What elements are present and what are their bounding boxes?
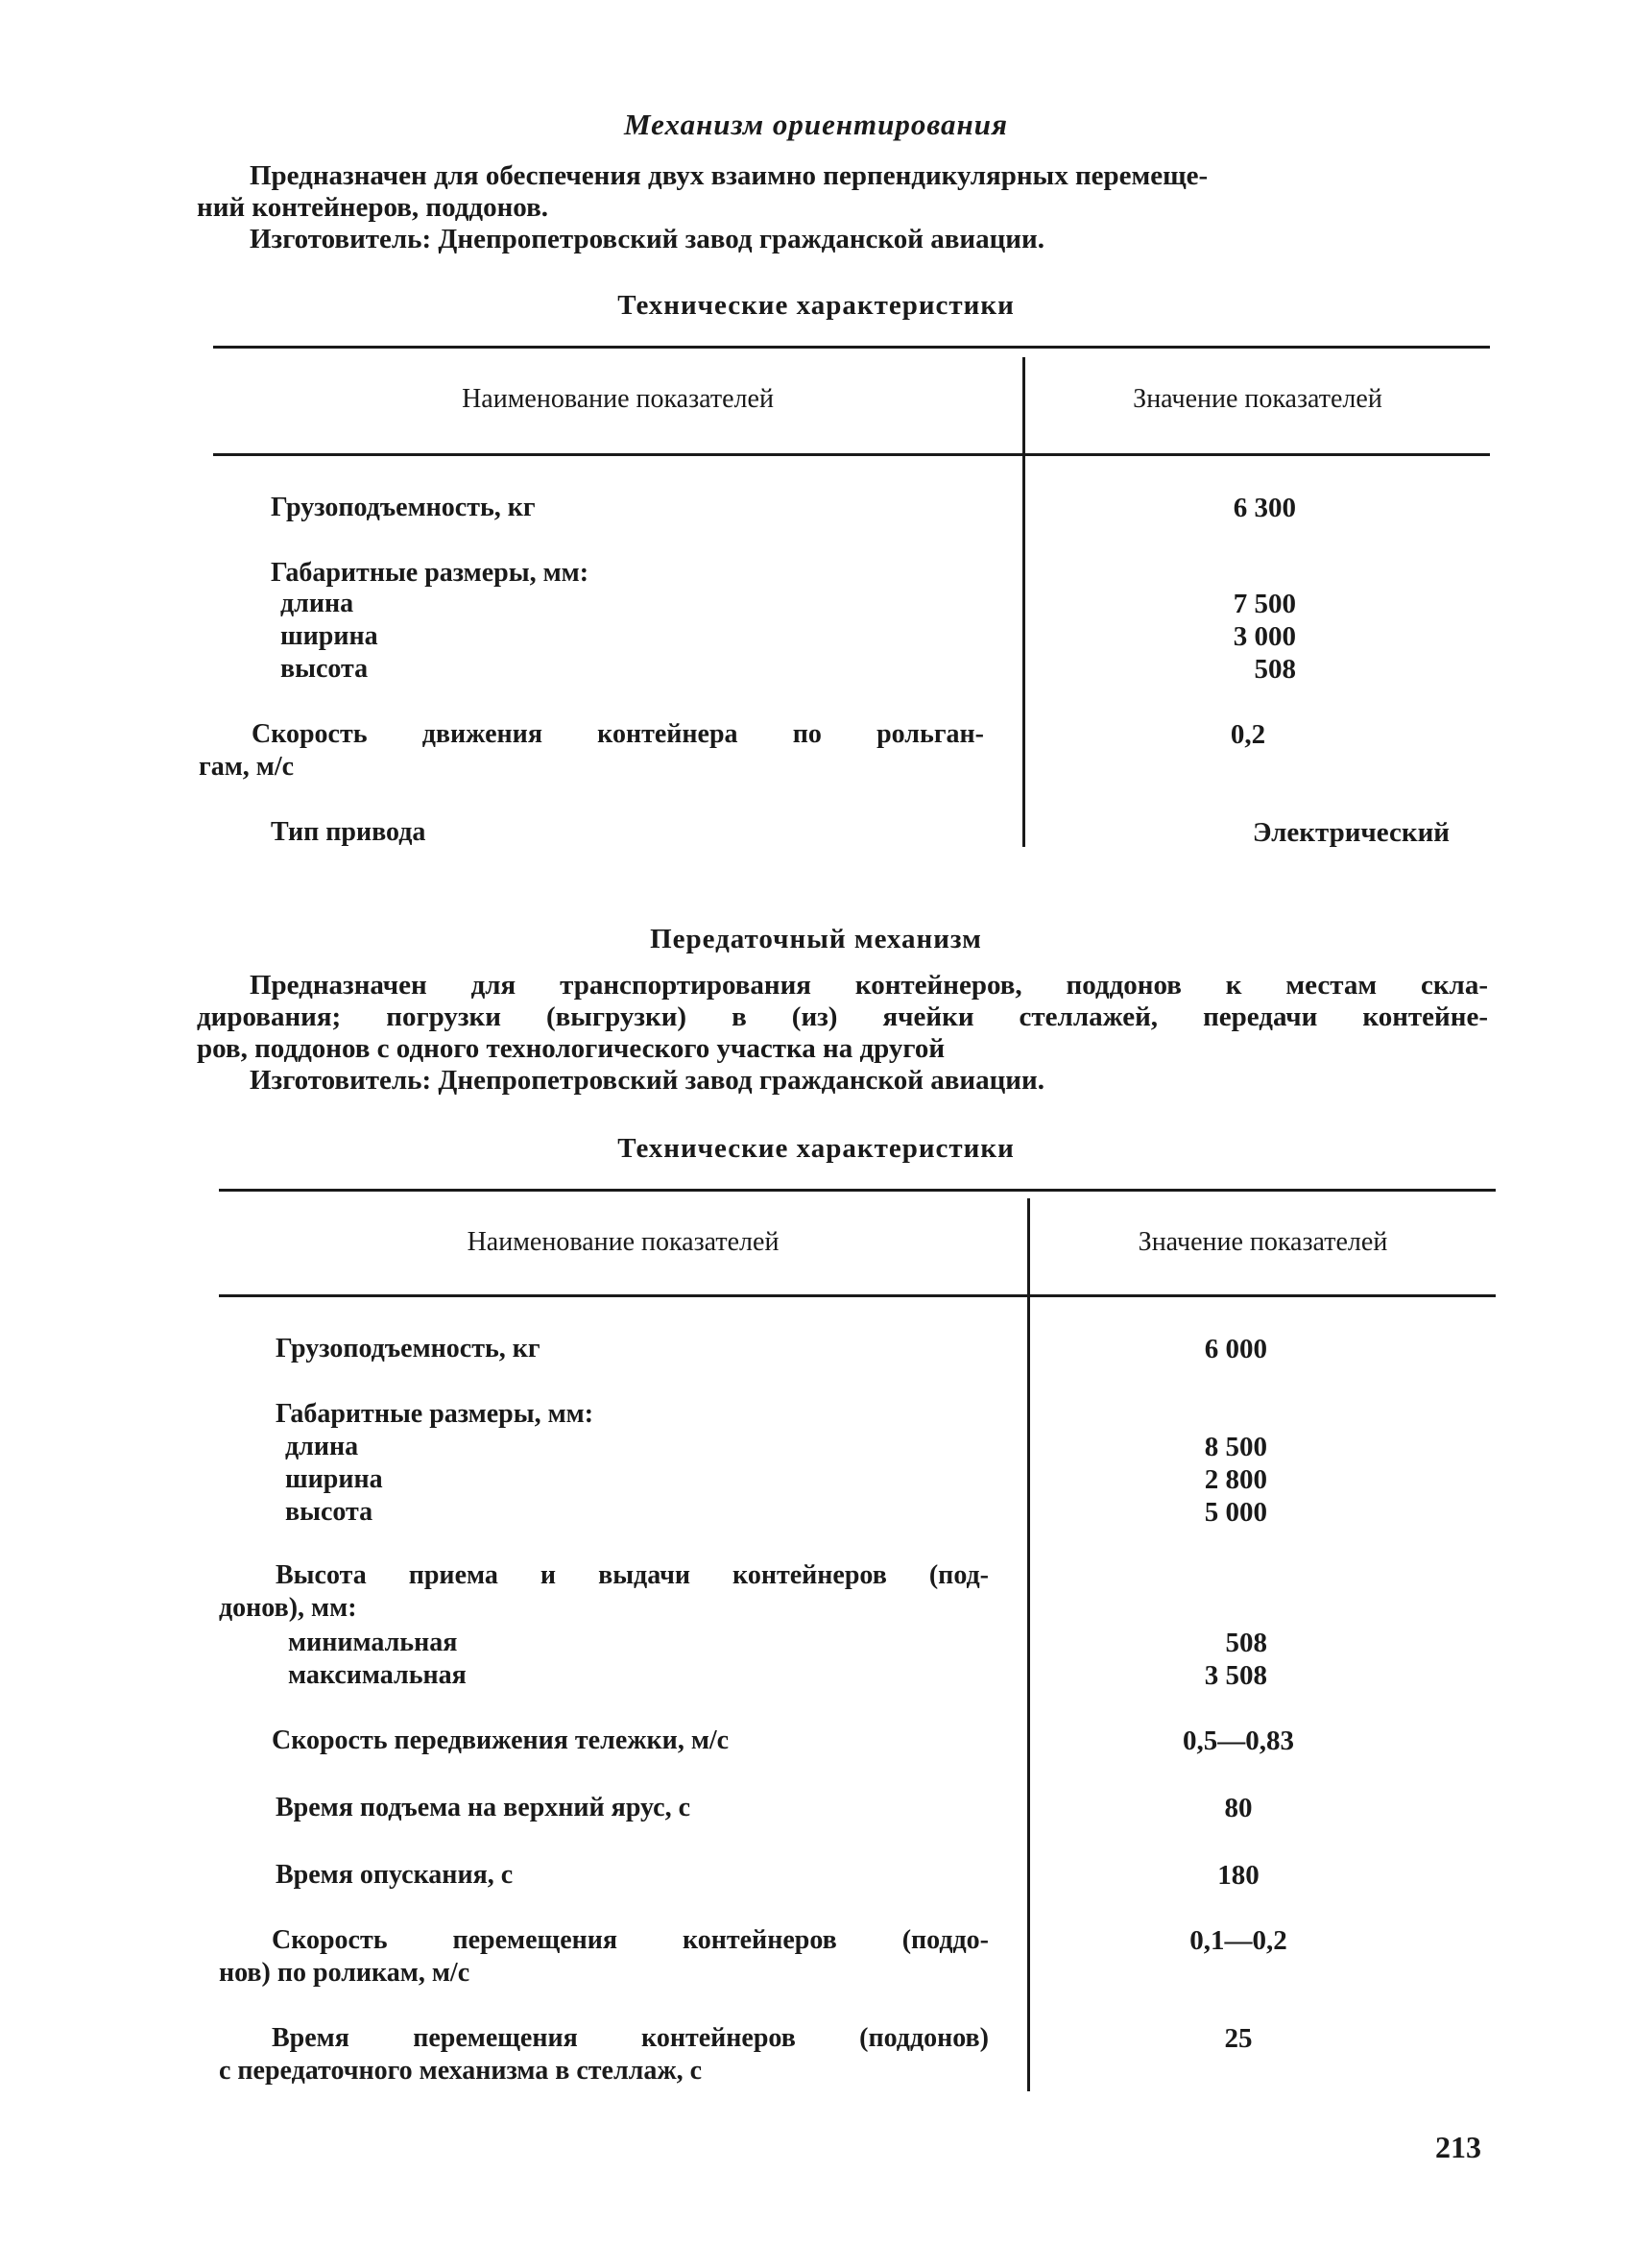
section1-manufacturer: Изготовитель: Днепропетровский завод гражданской авиации. bbox=[250, 224, 1044, 254]
table1-col-value-header: Значение показателей bbox=[1133, 384, 1382, 414]
table2-min-value: 508 bbox=[1225, 1628, 1267, 1658]
table2-move-time-value: 25 bbox=[1224, 2023, 1253, 2054]
table2-capacity-label: Грузоподъемность, кг bbox=[276, 1334, 540, 1363]
table1-header-rule bbox=[213, 453, 1490, 456]
table2-width-value: 2 800 bbox=[1204, 1464, 1267, 1495]
table2-capacity-value: 6 000 bbox=[1204, 1334, 1267, 1364]
table1-top-rule bbox=[213, 346, 1490, 349]
table2-raise-time-label: Время подъема на верхний ярус, с bbox=[276, 1793, 691, 1822]
section1-title: Механизм ориентирования bbox=[624, 108, 1008, 141]
table2-length-label: длина bbox=[285, 1432, 359, 1461]
table2-header-rule bbox=[219, 1294, 1496, 1297]
table2-col-value-header: Значение показателей bbox=[1138, 1227, 1388, 1257]
table2-roll-speed-value: 0,1—0,2 bbox=[1189, 1925, 1287, 1956]
table2-lower-time-value: 180 bbox=[1217, 1860, 1260, 1891]
section2-table-title: Технические характеристики bbox=[617, 1133, 1015, 1164]
table2-move-time-line1: Время перемещения контейнеров (поддонов) bbox=[272, 2023, 989, 2053]
section2-desc-line2: дирования; погрузки (выгрузки) в (из) ячейки стеллажей, передачи контейне- bbox=[197, 1001, 1488, 1032]
table1-length-label: длина bbox=[280, 589, 354, 618]
table2-min-label: минимальная bbox=[288, 1628, 458, 1657]
table2-lower-time-label: Время опускания, с bbox=[276, 1860, 514, 1890]
table2-top-rule bbox=[219, 1189, 1496, 1192]
table2-height-label: высота bbox=[285, 1497, 373, 1527]
table2-width-label: ширина bbox=[285, 1464, 383, 1494]
table1-drive-label: Тип привода bbox=[271, 817, 426, 847]
table1-capacity-label: Грузоподъемность, кг bbox=[271, 493, 536, 522]
table2-max-value: 3 508 bbox=[1204, 1660, 1267, 1691]
table1-height-value: 508 bbox=[1254, 654, 1296, 685]
page-number: 213 bbox=[1435, 2130, 1481, 2164]
table1-speed-label bbox=[199, 718, 984, 784]
table2-length-value: 8 500 bbox=[1204, 1432, 1267, 1462]
section2-manufacturer: Изготовитель: Днепропетровский завод гражданской авиации. bbox=[250, 1065, 1044, 1096]
section1-desc-line2: ний контейнеров, поддонов. bbox=[197, 192, 548, 223]
table1-capacity-value: 6 300 bbox=[1233, 493, 1296, 523]
table2-column-divider bbox=[1027, 1198, 1030, 2091]
table2-roll-speed-line2: нов) по роликам, м/с bbox=[219, 1958, 470, 1988]
table1-drive-value: Электрический bbox=[1252, 817, 1450, 848]
table2-cart-speed-label: Скорость передвижения тележки, м/с bbox=[272, 1725, 730, 1755]
table2-raise-time-value: 80 bbox=[1224, 1793, 1253, 1823]
section1-table-title: Технические характеристики bbox=[617, 290, 1015, 321]
table2-max-label: максимальная bbox=[288, 1660, 467, 1690]
table2-move-time-label bbox=[219, 2022, 989, 2087]
table1-height-label: высота bbox=[280, 654, 369, 684]
table2-cart-speed-value: 0,5—0,83 bbox=[1183, 1725, 1294, 1756]
table1-column-divider bbox=[1022, 357, 1025, 847]
table1-length-value: 7 500 bbox=[1233, 589, 1296, 619]
table1-width-value: 3 000 bbox=[1233, 621, 1296, 652]
table2-roll-speed-line1: Скорость перемещения контейнеров (поддо- bbox=[272, 1925, 989, 1955]
section2-desc-line1: Предназначен для транспортирования контейнеров, поддонов к местам скла- bbox=[250, 970, 1488, 1001]
table1-speed-line1: Скорость движения контейнера по рольган- bbox=[252, 719, 984, 749]
table2-lift-height-label bbox=[219, 1559, 989, 1625]
table2-height-value: 5 000 bbox=[1204, 1497, 1267, 1528]
table2-dims-label: Габаритные размеры, мм: bbox=[276, 1399, 594, 1429]
table2-roll-speed-label bbox=[219, 1924, 989, 1990]
table1-col-name-header: Наименование показателей bbox=[462, 384, 774, 414]
table2-lift-line1: Высота приема и выдачи контейнеров (под- bbox=[276, 1560, 989, 1590]
table1-width-label: ширина bbox=[280, 621, 378, 651]
table2-col-name-header: Наименование показателей bbox=[467, 1227, 780, 1257]
section2-desc-line3: ров, поддонов с одного технологического участка на другой bbox=[197, 1033, 946, 1064]
table2-move-time-line2: с передаточного механизма в стеллаж, с bbox=[219, 2056, 703, 2086]
section1-desc-line1: Предназначен для обеспечения двух взаимно перпендикулярных перемеще- bbox=[250, 160, 1209, 191]
section2-description bbox=[197, 970, 1488, 1097]
table1-speed-line2: гам, м/с bbox=[199, 752, 295, 782]
table1-speed-value: 0,2 bbox=[1230, 719, 1266, 750]
table2-lift-line2: донов), мм: bbox=[219, 1593, 357, 1623]
table1-dims-label: Габаритные размеры, мм: bbox=[271, 558, 589, 588]
section1-description bbox=[197, 160, 1483, 255]
section2-title: Передаточный механизм bbox=[650, 924, 982, 954]
